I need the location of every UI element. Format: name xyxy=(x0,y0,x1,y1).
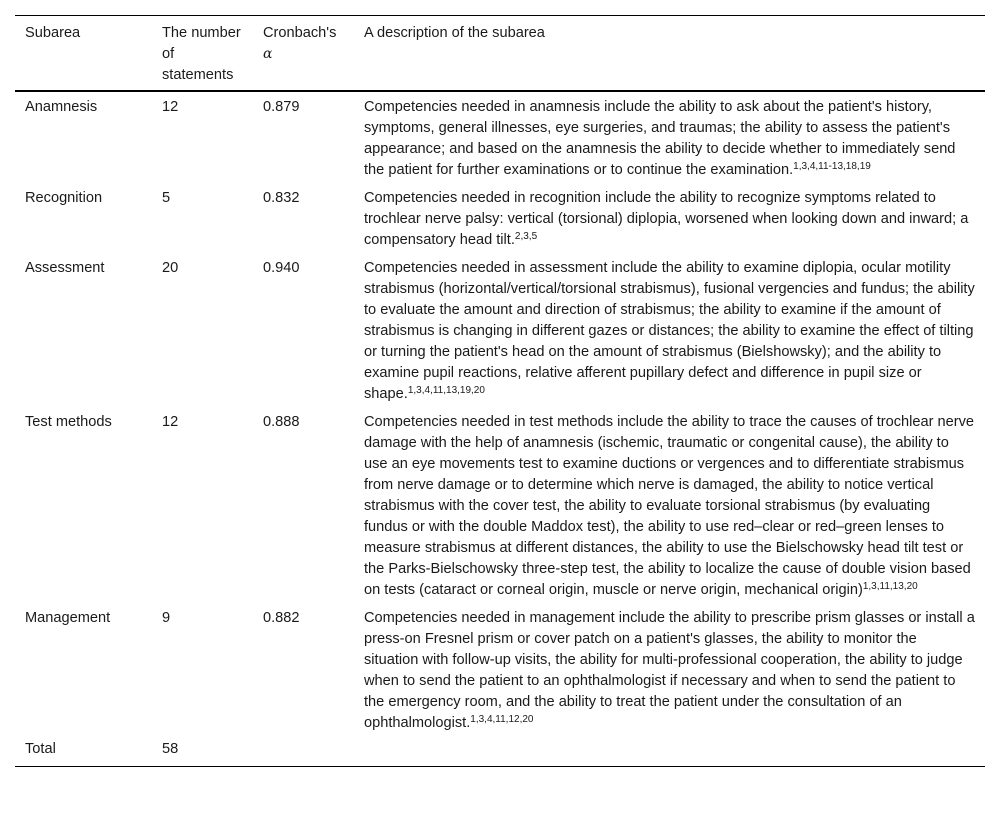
cell-statements: 20 xyxy=(162,260,179,276)
table-header xyxy=(15,16,985,92)
alpha-symbol: α xyxy=(263,46,273,62)
table-row xyxy=(15,183,985,253)
header-number-of-statements: The number of statements xyxy=(162,25,241,83)
cell-subarea: Anamnesis xyxy=(25,99,98,115)
cell-alpha: 0.882 xyxy=(263,610,300,626)
reference-superscript: 1,3,4,11-13,18,19 xyxy=(793,161,871,172)
reference-superscript: 1,3,11,13,20 xyxy=(862,581,918,592)
cell-total-alpha xyxy=(253,736,354,767)
cell-subarea: Recognition xyxy=(25,190,103,206)
cell-statements: 12 xyxy=(162,414,179,430)
cell-subarea: Test methods xyxy=(25,414,112,430)
cell-description xyxy=(354,253,985,407)
table-row xyxy=(15,91,985,183)
cell-alpha: 0.888 xyxy=(263,414,300,430)
header-subarea: Subarea xyxy=(25,25,81,41)
total-row xyxy=(15,736,985,767)
description-text: Competencies needed in anamnesis include the ability to ask about the patient's history, symptoms, general illnesses, eye surgeries, and traumas; the ability to assess the patient's appearance; and based on the anamnesis the ability to decide whether to immediately send the patient for further examinations or to continue the examination. xyxy=(364,99,956,178)
cell-alpha: 0.940 xyxy=(263,260,300,276)
header-description: A description of the subarea xyxy=(364,25,545,41)
table-row xyxy=(15,253,985,407)
cell-total-description xyxy=(354,736,985,767)
description-text: Competencies needed in test methods include the ability to trace the causes of trochlear nerve damage with the help of anamnesis (ischemic, traumatic or congenital cause), the ability to use an eye movements test to examine ductions or vergences and to differentiate strabismus from nerve damage or to determine which nerve is damaged, the ability to notice vertical strabismus with the cover test, the ability to evaluate torsional strabismus (by evaluating fundus or with the double Maddox test), the ability to use red–clear or red–green lenses to measure strabismus at different distances, the ability to use the Bielschowsky head tilt test or the Parks-Bielschowsky three-step test, the ability to localize the cause of double vision based on tests (cataract or corneal origin, muscle or nerve origin, mechanical origin) xyxy=(364,414,975,598)
cell-description xyxy=(354,603,985,736)
cell-statements: 12 xyxy=(162,99,179,115)
cell-total-label: Total xyxy=(25,741,56,757)
cell-subarea: Management xyxy=(25,610,111,626)
cell-description xyxy=(354,91,985,183)
cell-alpha: 0.832 xyxy=(263,190,300,206)
table-row xyxy=(15,603,985,736)
cell-statements: 9 xyxy=(162,610,171,626)
subarea-table-container xyxy=(15,15,985,767)
subarea-table xyxy=(15,15,985,767)
cell-description xyxy=(354,407,985,603)
cell-alpha: 0.879 xyxy=(263,99,300,115)
reference-superscript: 1,3,4,11,12,20 xyxy=(470,714,534,725)
header-cronbach-alpha xyxy=(253,16,354,92)
description-text: Competencies needed in management include the ability to prescribe prism glasses or install a press-on Fresnel prism or cover patch on a patient's glasses, the ability to monitor the situation with follow-up visits, the ability for multi-professional cooperation, the ability to judge when to send the patient to an ophthalmologist if necessary and when to send the patient to the emergency room, and the ability to treat the patient under the consultation of an ophthalmologist. xyxy=(364,610,975,731)
header-row xyxy=(15,16,985,92)
reference-superscript: 2,3,5 xyxy=(514,231,538,242)
cell-description xyxy=(354,183,985,253)
description-text: Competencies needed in recognition include the ability to recognize symptoms related to trochlear nerve palsy: vertical (torsional) diplopia, worsened when looking down and inward; a compensatory head tilt. xyxy=(364,190,969,248)
reference-superscript: 1,3,4,11,13,19,20 xyxy=(407,385,485,396)
cell-statements: 5 xyxy=(162,190,171,206)
table-row xyxy=(15,407,985,603)
description-text: Competencies needed in assessment include the ability to examine diplopia, ocular motility strabismus (horizontal/vertical/torsional strabismus), fusional vergencies and fundus; the ability to evaluate the amount and direction of strabismus; the ability to examine if the amount of strabismus is changing in different gazes or distances; the ability to examine the effect of tilting or turning the patient's head on the amount of strabismus (Bielshowsky); and the ability to examine pupil reactions, relative afferent pupillary defect and difference in pupil size or shape. xyxy=(364,260,975,402)
header-cronbach-label: Cronbach's xyxy=(263,25,337,41)
cell-subarea: Assessment xyxy=(25,260,105,276)
table-body xyxy=(15,91,985,767)
cell-total-statements: 58 xyxy=(162,741,179,757)
